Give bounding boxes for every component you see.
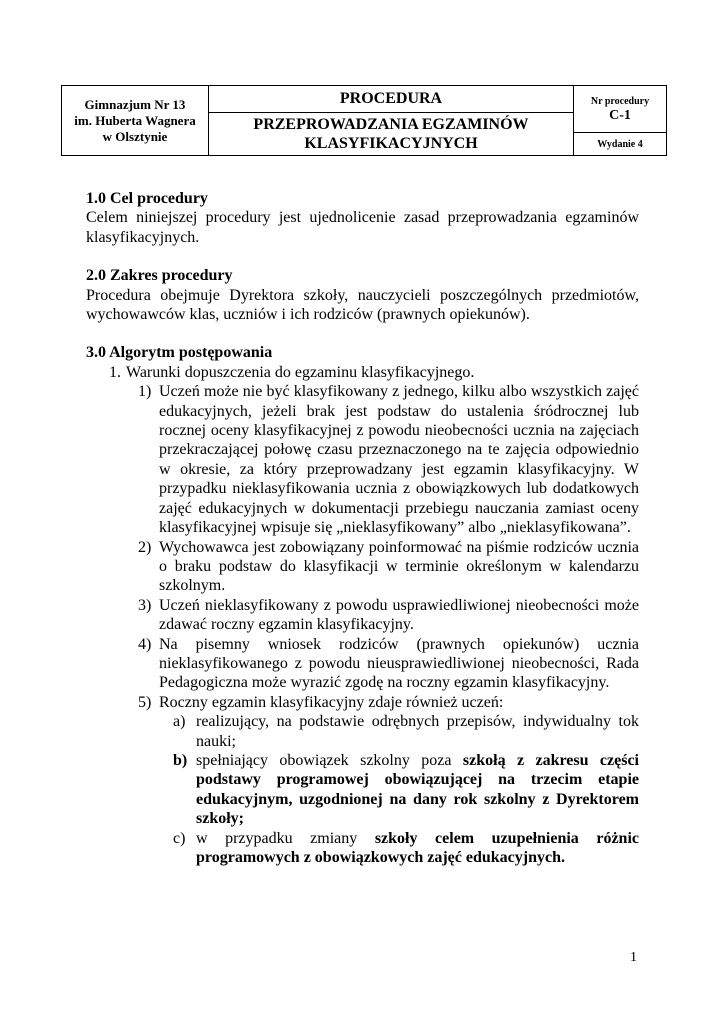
list-item (138, 693, 639, 712)
section-2-text: Procedura obejmuje Dyrektora szkoły, nauczycieli poszczególnych przedmiotów, wychowawców klas, uczniów i ich rodziców (prawnych opiekunów). (86, 286, 639, 324)
section-1-heading: 1.0 Cel procedury (86, 190, 208, 207)
procedure-title-main (209, 113, 573, 155)
list-item (173, 712, 639, 751)
list-item-text-bold: szkołą z zakresu części podstawy programowej obowiązującej na trzecim etapie edukacyjnym, uzgodnionej na dany rok szkolny z Dyrektorem szkoły; (196, 751, 640, 828)
list-marker: 1. (109, 363, 121, 381)
list-marker: c) (173, 829, 186, 847)
list-item-text: Uczeń nieklasyfikowany z powodu usprawiedliwionej nieobecności może zdawać roczny egzamin klasyfikacyjny. (159, 596, 639, 634)
list-item-text (196, 829, 639, 868)
school-name-cell (62, 86, 209, 155)
list-item (173, 829, 639, 868)
list-item-text: Na pisemny wniosek rodziców (prawnych opiekunów) ucznia nieklasyfikowanego z powodu nieusprawiedliwionej nieobecności, Rada Pedagogiczna może wyrazić zgodę na roczny egzamin klasyfikacyjny. (159, 635, 639, 692)
section-3-heading: 3.0 Algorytm postępowania (86, 344, 273, 362)
section-1-text: Celem niniejszej procedury jest ujednolicenie zasad przeprowadzania egzaminów klasyfikacyjnych. (86, 209, 639, 246)
section-2-heading: 2.0 Zakres procedury (86, 267, 233, 285)
procedure-number-label: Nr procedury (590, 95, 650, 107)
list-item-text: Warunki dopuszczenia do egzaminu klasyfikacyjnego. (126, 363, 475, 381)
procedure-title-line: KLASYFIKACYJNYCH (304, 135, 478, 152)
school-name-line: Gimnazjum Nr 13 (84, 96, 186, 112)
list-marker: 2) (138, 538, 152, 556)
list-item-text: Wychowawca jest zobowiązany poinformować na piśmie rodziców ucznia o braku podstaw do klasyfikacji w terminie określonym w kalendarzu szkolnym. (159, 538, 639, 595)
list-marker: 1) (138, 383, 152, 401)
list-marker: 4) (138, 635, 152, 653)
school-patron-line: im. Huberta Wagnera (74, 112, 196, 128)
list-item-text: Roczny egzamin klasyfikacyjny zdaje również uczeń: (159, 693, 504, 711)
list-item-text-plain: spełniający obowiązek szkolny poza (196, 751, 463, 769)
list-item-text: realizujący, na podstawie odrębnych przepisów, indywidualny tok nauki; (196, 713, 639, 750)
procedure-header-table (61, 85, 667, 156)
list-marker: 5) (138, 693, 152, 711)
list-item-text: Uczeń może nie być klasyfikowany z jednego, kilku albo wszystkich zajęć edukacyjnych, jeżeli brak jest podstaw do ustalenia śródrocznej lub rocznej oceny klasyfikacyjnej z powodu nieobecności ucznia na zajęciach przekraczającej połowę czasu przeznaczonego na te zajęcia odpowiednio w okresie, za który przeprowadzany jest egzamin klasyfikacyjny. W przypadku nieklasyfikowania ucznia z obowiązkowych lub dodatkowych zajęć edukacyjnych w dokumentacji przebiegu nauczania zamiast oceny klasyfikacyjnej wpisuje się „nieklasyfikowany” albo „nieklasyfikowana”. (159, 383, 639, 537)
edition-label: Wydanie 4 (597, 138, 643, 150)
list-marker: a) (173, 713, 186, 731)
procedure-title-line: PRZEPROWADZANIA EGZAMINÓW (253, 116, 529, 133)
procedure-meta-cell (574, 86, 666, 155)
list-item-text-bold: szkoły celem uzupełnienia różnic programowych z obowiązkowych zajęć edukacyjnych. (196, 829, 639, 866)
list-marker: b) (173, 751, 188, 769)
school-city-line: w Olsztynie (102, 128, 168, 144)
list-item-text (196, 751, 639, 829)
list-item (138, 382, 639, 537)
page-number: 1 (630, 950, 637, 965)
list-item (138, 635, 639, 693)
procedure-title-top: PROCEDURA (209, 86, 573, 113)
list-item (173, 751, 639, 829)
procedure-title-cell (209, 86, 574, 155)
list-marker: 3) (138, 596, 152, 614)
document-body (86, 189, 639, 867)
list-item (138, 538, 639, 596)
procedure-number-value: C-1 (609, 107, 631, 123)
list-item (138, 596, 639, 635)
list-item-text-plain: w przypadku zmiany (196, 829, 375, 847)
list-item (109, 363, 639, 382)
procedure-number-box (574, 86, 666, 133)
